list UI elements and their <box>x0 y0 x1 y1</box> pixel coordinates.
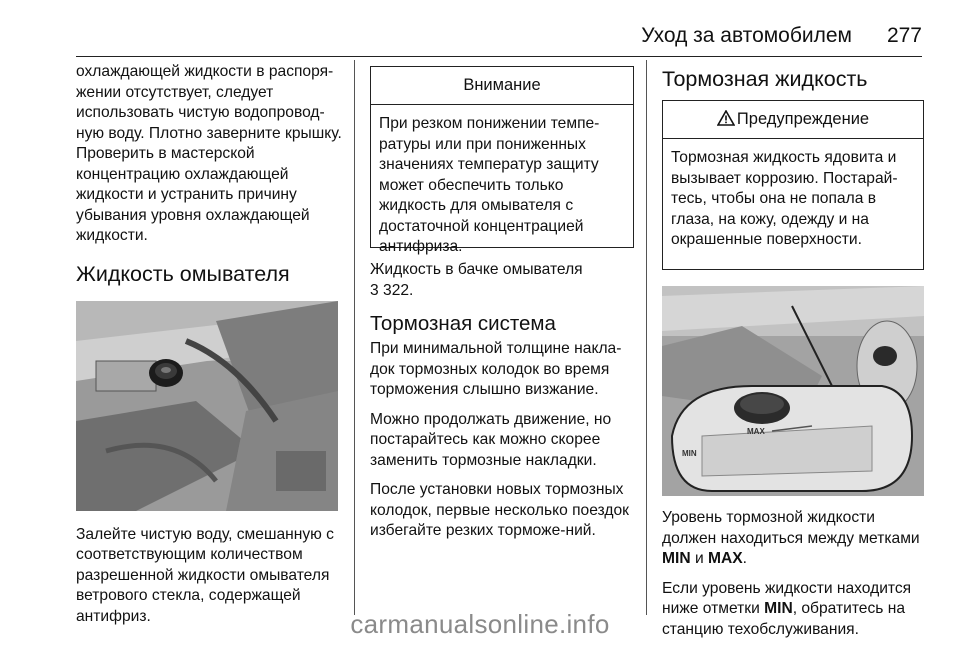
brake-service-end: , обратитесь на станцию техобслуживания. <box>662 600 906 638</box>
page-number: 277 <box>886 24 922 47</box>
page-title: Уход за автомобилем <box>641 24 852 47</box>
max-mark: MAX <box>708 550 743 567</box>
washer-fluid-heading: Жидкость омывателя <box>76 261 290 286</box>
watermark: carmanualsonline.info <box>350 609 610 639</box>
washer-ref-paragraph <box>370 260 634 301</box>
column-divider <box>646 60 647 615</box>
washer-reservoir-photo <box>76 301 338 511</box>
column-1 <box>76 62 344 636</box>
page-ref-arrow-icon: 3 <box>370 281 379 299</box>
brake-system-heading: Тормозная система <box>370 312 556 335</box>
brake-paragraph-3: После установки новых тормозных колодок, первые несколько поездок избегайте резких торможе-ний. <box>370 481 629 539</box>
brake-fluid-heading: Тормозная жидкость <box>662 67 868 91</box>
column-2 <box>370 66 634 551</box>
page-ref-link[interactable]: 322. <box>383 281 414 299</box>
brake-reservoir-photo <box>662 286 924 496</box>
header-rule <box>76 56 922 57</box>
column-3 <box>662 66 924 649</box>
brake-level-paragraph <box>662 508 924 570</box>
min-mark: MIN <box>662 550 691 567</box>
photo-min-label: MIN <box>682 449 697 458</box>
brake-service-text: Если уровень жидкости находится ниже отметки <box>662 579 912 617</box>
period: . <box>742 550 747 567</box>
notice-box <box>370 66 634 255</box>
coolant-paragraph: охлаждающей жидкости в распоря-жении отсутствует, следует использовать чистую водопровод-ную воду. Плотно заверните крышку. Проверить в мастерской концентрацию охлаждающей жидкости и устранить причину убывания уровня охлаждающей жидкости. <box>76 63 342 244</box>
washer-ref-text: Жидкость в бачке омывателя <box>370 261 583 278</box>
column-divider <box>354 60 355 615</box>
warning-box <box>662 100 924 270</box>
warning-triangle-icon <box>717 110 735 126</box>
and-word: и <box>694 550 704 567</box>
warning-title: Предупреждение <box>736 110 870 128</box>
washer-instructions: Залейте чистую воду, смешанную с соответствующим количеством разрешенной жидкости омывателя ветрового стекла, содержащей антифриз. <box>76 525 334 625</box>
page-header <box>0 0 960 60</box>
photo-max-label: MAX <box>747 427 765 436</box>
notice-text: При резком понижении темпе-ратуры или при пониженных значениях температур защиту может обеспечить только жидкость для омывателя с достаточной концентрацией антифриза. <box>379 115 600 255</box>
brake-paragraph-2: Можно продолжать движение, но постарайтесь как можно скорее заменить тормозные накладки. <box>370 410 612 469</box>
min-mark-2: MIN <box>764 600 793 617</box>
brake-paragraph-1: При минимальной толщине накла-док тормозных колодок во время торможения слышно визжание. <box>370 340 622 398</box>
warning-text: Тормозная жидкость ядовита и вызывает коррозию. Постарай-тесь, чтобы она не попала в глаза, на кожу, одежду и на окрашенные поверхности. <box>671 149 898 248</box>
warning-header <box>663 101 923 139</box>
notice-title: Внимание <box>371 67 633 105</box>
brake-level-text: Уровень тормозной жидкости должен находиться между метками <box>662 509 920 547</box>
